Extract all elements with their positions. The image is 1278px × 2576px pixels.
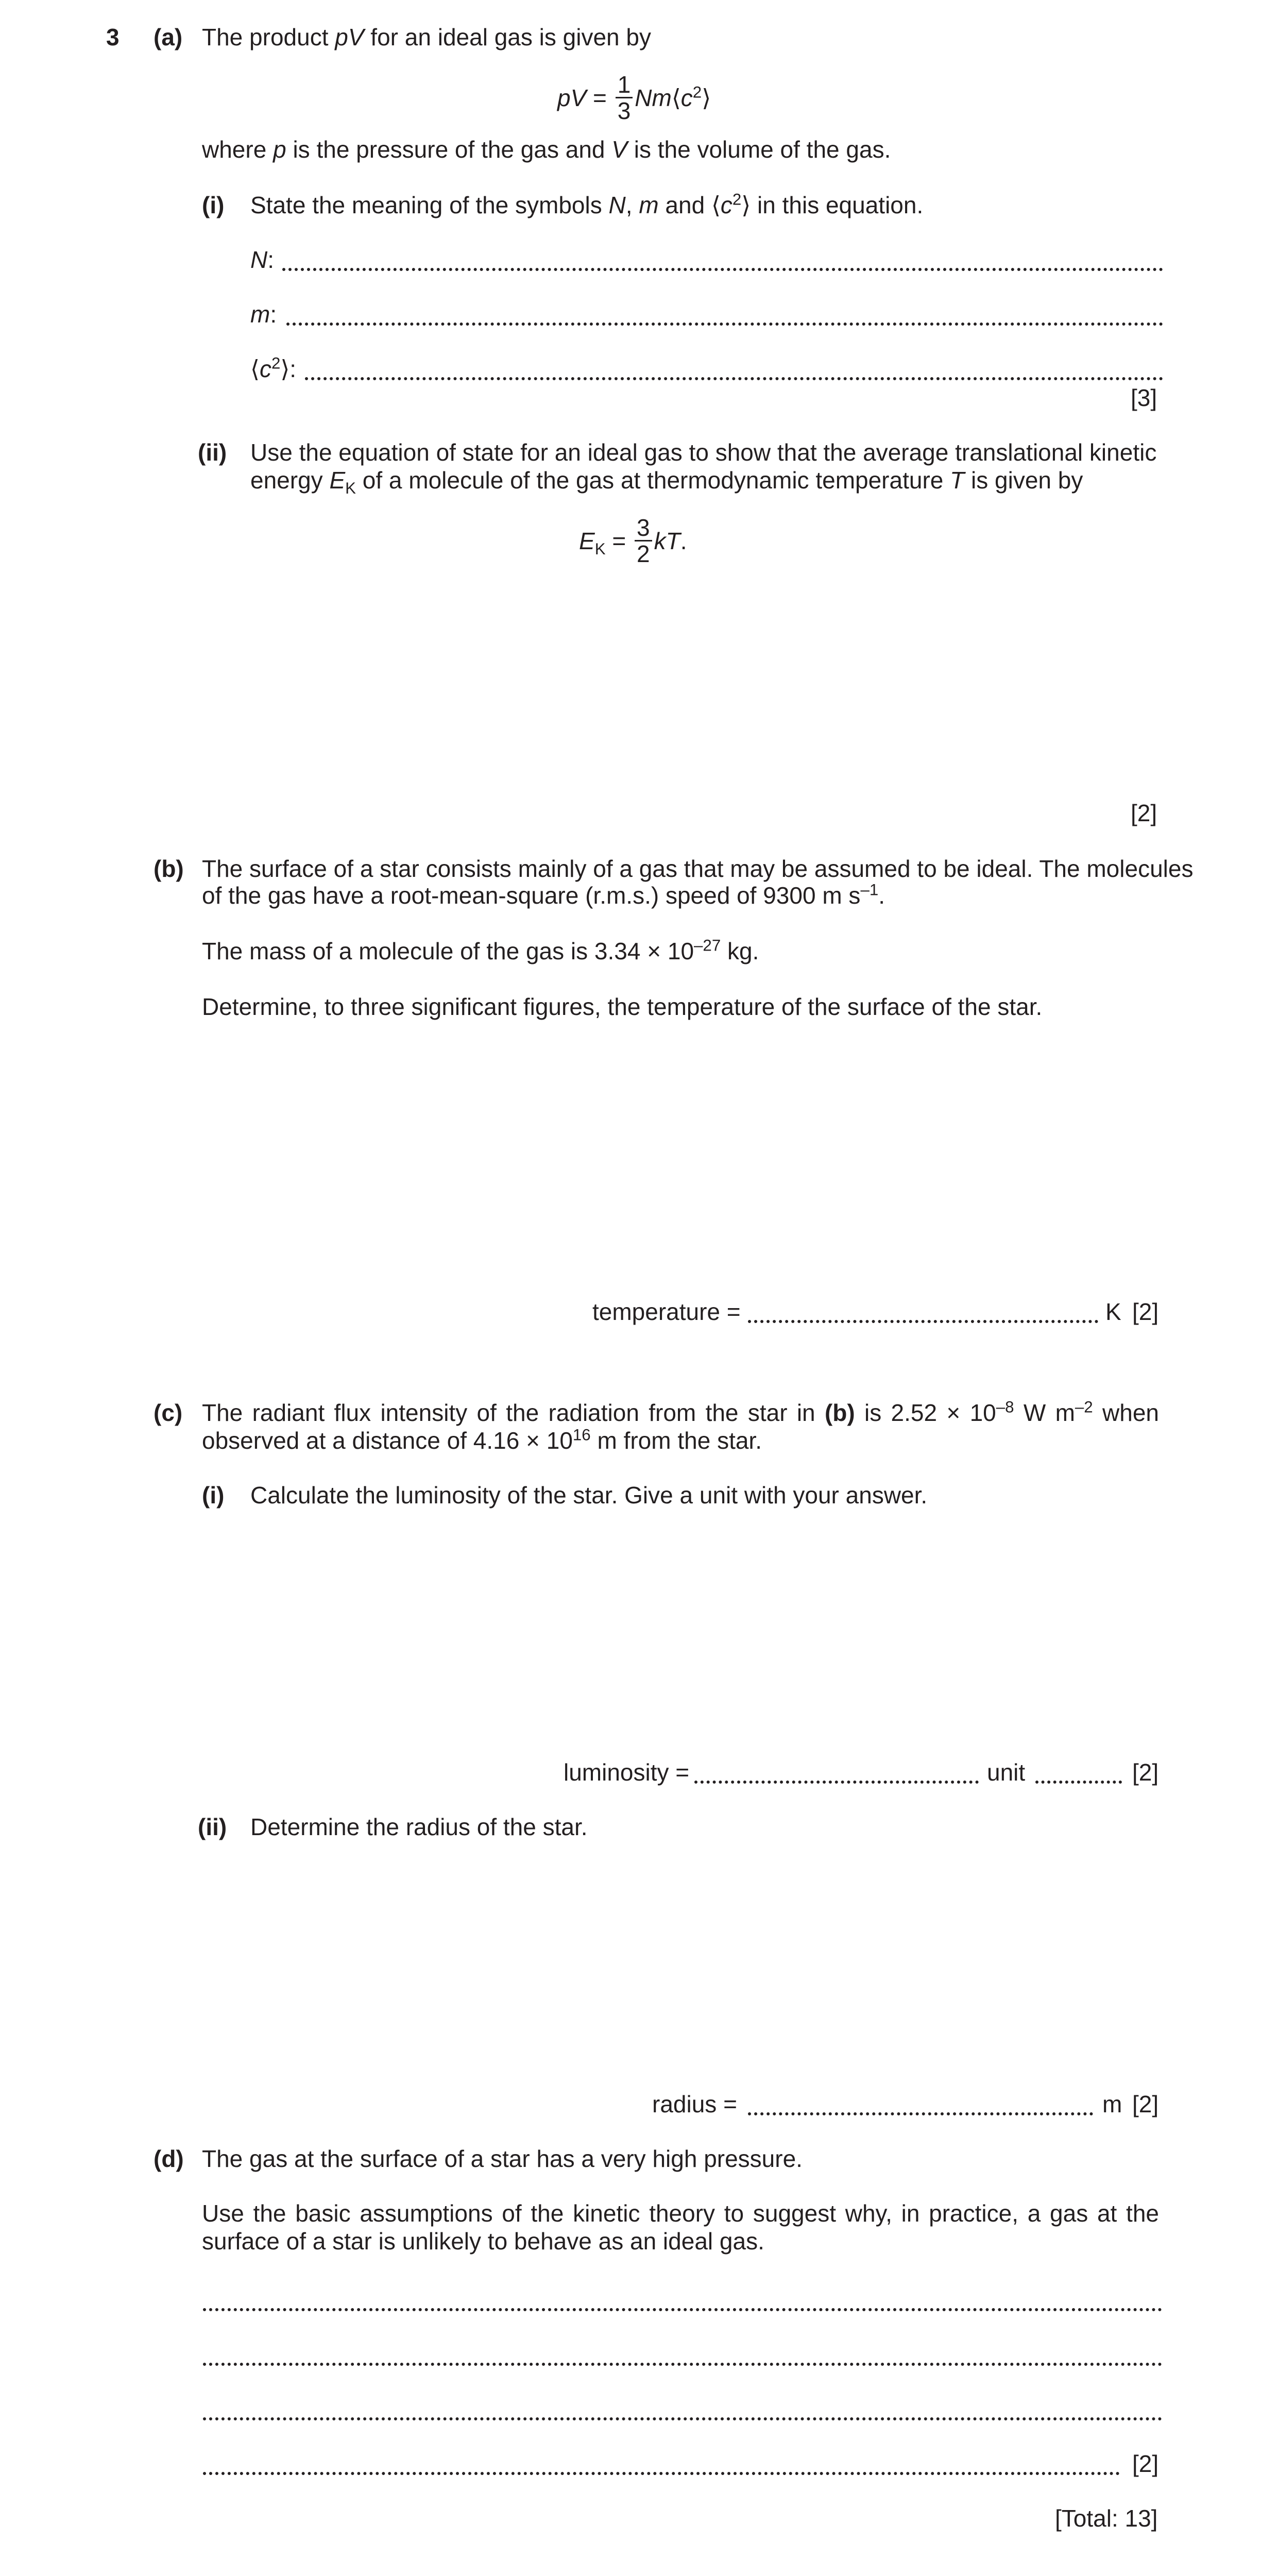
part-b-mass-text: The mass of a molecule of the gas is 3.34 × 10	[202, 938, 694, 964]
part-a-intro: The product pV for an ideal gas is given by	[202, 24, 651, 50]
n-answer-line[interactable]	[282, 268, 1163, 271]
luminosity-unit-line[interactable]	[1035, 1781, 1122, 1784]
m-label: m:	[250, 301, 277, 328]
part-c-label: (c)	[154, 1399, 183, 1426]
part-c-sup2: –2	[1075, 1398, 1093, 1416]
ideal-gas-equation: pV = $\frac{1}{3}$ $Nm⟨c^2⟩$	[557, 71, 711, 125]
part-b-line2	[202, 882, 885, 909]
part-b-task: Determine, to three significant figures, the temperature of the surface of the star.	[202, 993, 1043, 1020]
part-c-line1c: is 2.52 × 10	[855, 1399, 996, 1426]
c2-answer-line[interactable]	[305, 377, 1163, 380]
part-c-line1e: when	[1093, 1399, 1159, 1426]
part-b-mass-end: kg.	[721, 938, 759, 964]
part-c-line1a: The radiant flux intensity of the radiation from the star in	[202, 1399, 825, 1426]
part-d-answer-line-2[interactable]	[203, 2363, 1162, 2366]
question-number: 3	[106, 24, 120, 50]
part-d-answer-line-3[interactable]	[203, 2417, 1162, 2420]
part-c-ii-label: (ii)	[198, 1814, 227, 1840]
part-d-answer-line-4[interactable]	[203, 2472, 1120, 2475]
part-a-ii-label: (ii)	[198, 439, 227, 466]
n-label: N:	[250, 246, 275, 273]
eq2-denominator: 2	[636, 540, 650, 568]
luminosity-answer-label: luminosity =	[564, 1759, 690, 1786]
part-d-task-line2: surface of a star is unlikely to behave as an ideal gas.	[202, 2228, 764, 2255]
luminosity-answer-line[interactable]	[694, 1781, 979, 1784]
part-b-line2-sup: –1	[860, 880, 879, 899]
kinetic-energy-equation: $E_K$ = $\frac{3}{2}$ kT.	[579, 514, 687, 568]
part-b-marks: [2]	[1132, 1298, 1159, 1325]
part-c-line2b: m from the star.	[590, 1427, 762, 1454]
part-c-i-text: Calculate the luminosity of the star. Give a unit with your answer.	[250, 1482, 928, 1509]
part-d-label: (d)	[154, 2145, 184, 2172]
part-b-line2-text: of the gas have a root-mean-square (r.m.s.) speed of 9300 m s	[202, 882, 861, 909]
eq2-numerator: 3	[635, 515, 652, 541]
part-d-task-line1: Use the basic assumptions of the kinetic theory to suggest why, in practice, a gas at the	[202, 2200, 1159, 2227]
part-c-line2	[202, 1427, 762, 1454]
total-marks: [Total: 13]	[1055, 2505, 1158, 2532]
part-b-line2-end: .	[878, 882, 885, 909]
part-c-i-label: (i)	[202, 1482, 225, 1509]
part-c-ii-text: Determine the radius of the star.	[250, 1814, 588, 1840]
eq1-numerator: 1	[616, 72, 633, 98]
part-c-line1d: W m	[1014, 1399, 1075, 1426]
part-d-marks: [2]	[1132, 2450, 1159, 2477]
part-c-line2a: observed at a distance of 4.16 × 10	[202, 1427, 573, 1454]
part-a-ii-text-line2: energy $E_K$ of a molecule of the gas at thermodynamic temperature T is given by	[250, 467, 1083, 498]
part-b-line1: The surface of a star consists mainly of a gas that may be assumed to be ideal. The molecules	[202, 855, 1194, 882]
part-c-line1	[202, 1399, 1159, 1427]
radius-answer-label: radius =	[652, 2091, 737, 2117]
radius-unit: m	[1102, 2091, 1122, 2117]
part-c-i-marks: [2]	[1132, 1759, 1159, 1786]
luminosity-unit-label: unit	[987, 1759, 1026, 1786]
part-a-i-marks: [3]	[1131, 384, 1157, 411]
radius-answer-line[interactable]	[748, 2112, 1093, 2115]
part-c-ii-marks: [2]	[1132, 2091, 1159, 2117]
part-b-label: (b)	[154, 855, 184, 882]
part-c-ref-b: (b)	[824, 1399, 855, 1426]
temperature-unit: K	[1105, 1298, 1121, 1325]
part-b-mass-sup: –27	[694, 936, 721, 955]
part-c-sup1: –8	[996, 1398, 1014, 1416]
part-a-where: where p is the pressure of the gas and V is the volume of the gas.	[202, 136, 891, 163]
part-a-label: (a)	[154, 24, 183, 50]
temperature-answer-line[interactable]	[748, 1320, 1098, 1323]
part-d-text: The gas at the surface of a star has a very high pressure.	[202, 2145, 803, 2172]
part-a-ii-text-line1: Use the equation of state for an ideal gas to show that the average translational kinetic	[250, 439, 1157, 466]
part-a-i-text: State the meaning of the symbols N, m and $⟨c^2⟩$ in this equation.	[250, 190, 924, 218]
part-b-mass	[202, 938, 759, 965]
eq1-denominator: 3	[617, 97, 631, 125]
part-d-answer-line-1[interactable]	[203, 2308, 1162, 2311]
c2-label: $⟨c^2⟩$:	[250, 354, 297, 382]
part-c-line2-sup: 16	[572, 1426, 591, 1444]
part-a-ii-marks: [2]	[1131, 800, 1157, 826]
m-answer-line[interactable]	[286, 323, 1163, 326]
part-a-i-label: (i)	[202, 192, 225, 218]
temperature-answer-label: temperature =	[592, 1298, 741, 1325]
